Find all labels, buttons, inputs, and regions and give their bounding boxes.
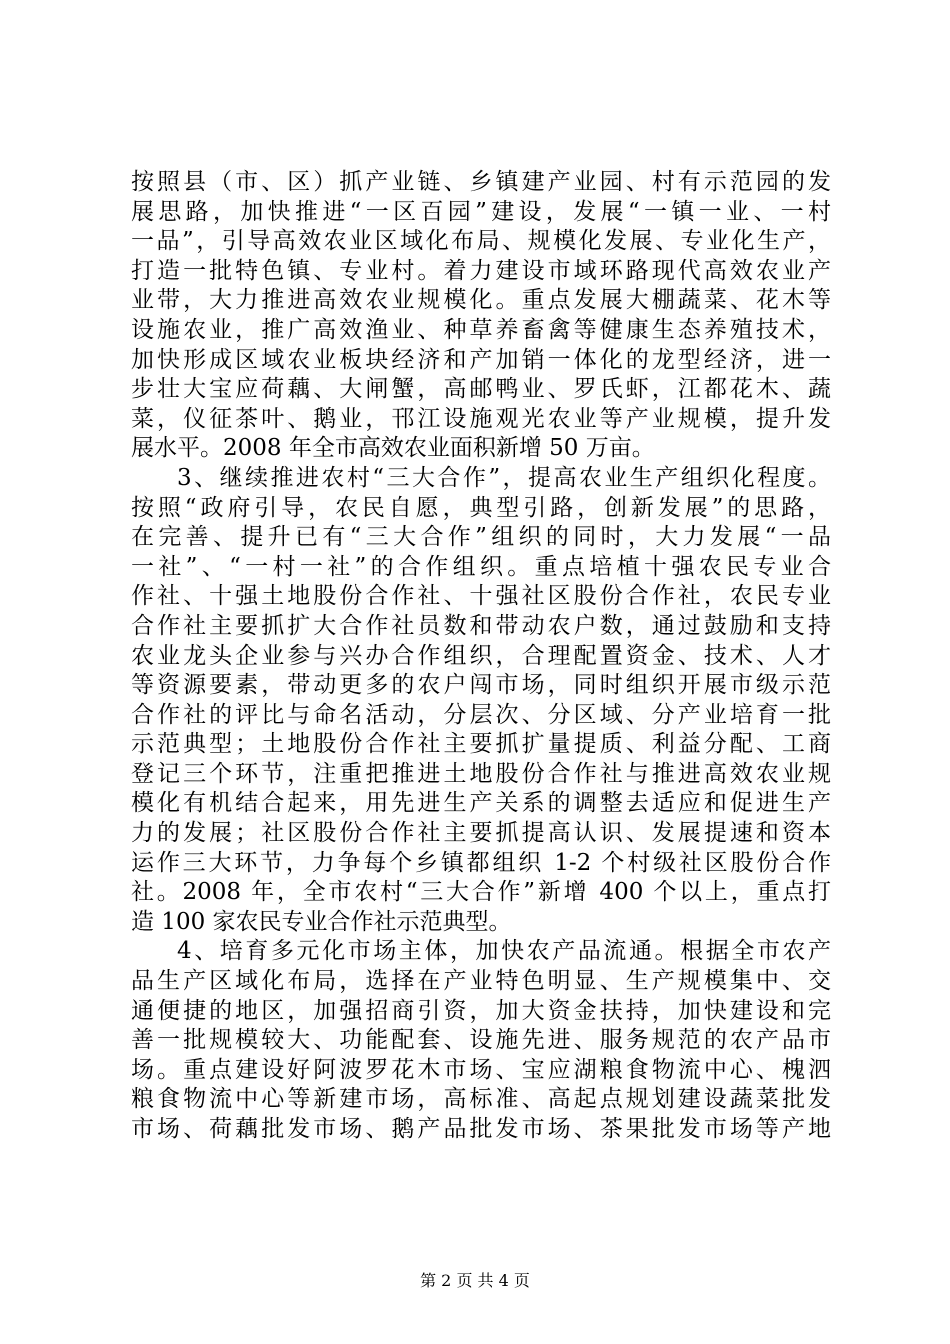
text-line: 展思路，加快推进“一区百园”建设，发展“一镇一业、一村 bbox=[131, 198, 831, 225]
text-line: 农业龙头企业参与兴办合作组织，合理配置资金、技术、人才 bbox=[131, 642, 831, 669]
text-line: 粮食物流中心等新建市场，高标准、高起点规划建设蔬菜批发 bbox=[131, 1086, 831, 1113]
text-line: 场。重点建设好阿波罗花木市场、宝应湖粮食物流中心、槐泗 bbox=[131, 1056, 831, 1083]
text-line: 合作社的评比与命名活动，分层次、分区域、分产业培育一批 bbox=[131, 701, 831, 728]
text-line: 作社、十强土地股份合作社、十强社区股份合作社，农民专业 bbox=[131, 583, 831, 610]
text-line: 按照“政府引导，农民自愿，典型引路，创新发展”的思路， bbox=[131, 494, 831, 521]
body-text bbox=[131, 168, 831, 1145]
text-line: 市场、荷藕批发市场、鹅产品批发市场、茶果批发市场等产地 bbox=[131, 1116, 831, 1142]
text-line: 3、继续推进农村“三大合作”，提高农业生产组织化程度。 bbox=[177, 464, 831, 491]
text-line: 按照县（市、区）抓产业链、乡镇建产业园、村有示范园的发 bbox=[131, 169, 831, 195]
text-line: 善一批规模较大、功能配套、设施先进、服务规范的农产品市 bbox=[131, 1027, 831, 1054]
text-line: 通便捷的地区，加强招商引资，加大资金扶持，加快建设和完 bbox=[131, 997, 831, 1024]
page-footer: 第 2 页 共 4 页 bbox=[420, 1271, 530, 1290]
text-line: 运作三大环节，力争每个乡镇都组织 1-2 个村级社区股份合作 bbox=[131, 849, 831, 876]
text-line: 一社”、“一村一社”的合作组织。重点培植十强农民专业合 bbox=[131, 553, 831, 580]
text-line: 业带，大力推进高效农业规模化。重点发展大棚蔬菜、花木等 bbox=[131, 287, 831, 314]
text-line: 一品”，引导高效农业区域化布局、规模化发展、专业化生产， bbox=[131, 228, 831, 255]
text-line: 展水平。2008 年全市高效农业面积新增 50 万亩。 bbox=[131, 435, 655, 462]
text-line: 在完善、提升已有“三大合作”组织的同时，大力发展“一品 bbox=[131, 524, 831, 551]
text-line: 品生产区域化布局，选择在产业特色明显、生产规模集中、交 bbox=[131, 968, 831, 995]
text-line: 步壮大宝应荷藕、大闸蟹，高邮鸭业、罗氏虾，江都花木、蔬 bbox=[131, 376, 831, 403]
text-line: 加快形成区域农业板块经济和产加销一体化的龙型经济，进一 bbox=[131, 346, 831, 373]
text-line: 示范典型；土地股份合作社主要抓扩量提质、利益分配、工商 bbox=[131, 731, 831, 758]
text-line: 模化有机结合起来，用先进生产关系的调整去适应和促进生产 bbox=[131, 790, 831, 817]
text-line: 登记三个环节，注重把推进土地股份合作社与推进高效农业规 bbox=[131, 760, 831, 787]
text-line: 力的发展；社区股份合作社主要抓提高认识、发展提速和资本 bbox=[131, 820, 831, 847]
text-line: 造 100 家农民专业合作社示范典型。 bbox=[131, 908, 512, 935]
text-line: 打造一批特色镇、专业村。着力建设市域环路现代高效农业产 bbox=[131, 257, 831, 284]
text-line: 合作社主要抓扩大合作社员数和带动农户数，通过鼓励和支持 bbox=[131, 612, 831, 639]
text-line: 4、培育多元化市场主体，加快农产品流通。根据全市农产 bbox=[177, 938, 831, 965]
text-line: 等资源要素，带动更多的农户闯市场，同时组织开展市级示范 bbox=[131, 672, 831, 699]
text-line: 社。2008 年，全市农村“三大合作”新增 400 个以上，重点打 bbox=[131, 879, 831, 906]
text-line: 菜，仪征茶叶、鹅业，邗江设施观光农业等产业规模，提升发 bbox=[131, 405, 831, 432]
text-line: 设施农业，推广高效渔业、种草养畜禽等健康生态养殖技术， bbox=[131, 316, 831, 343]
